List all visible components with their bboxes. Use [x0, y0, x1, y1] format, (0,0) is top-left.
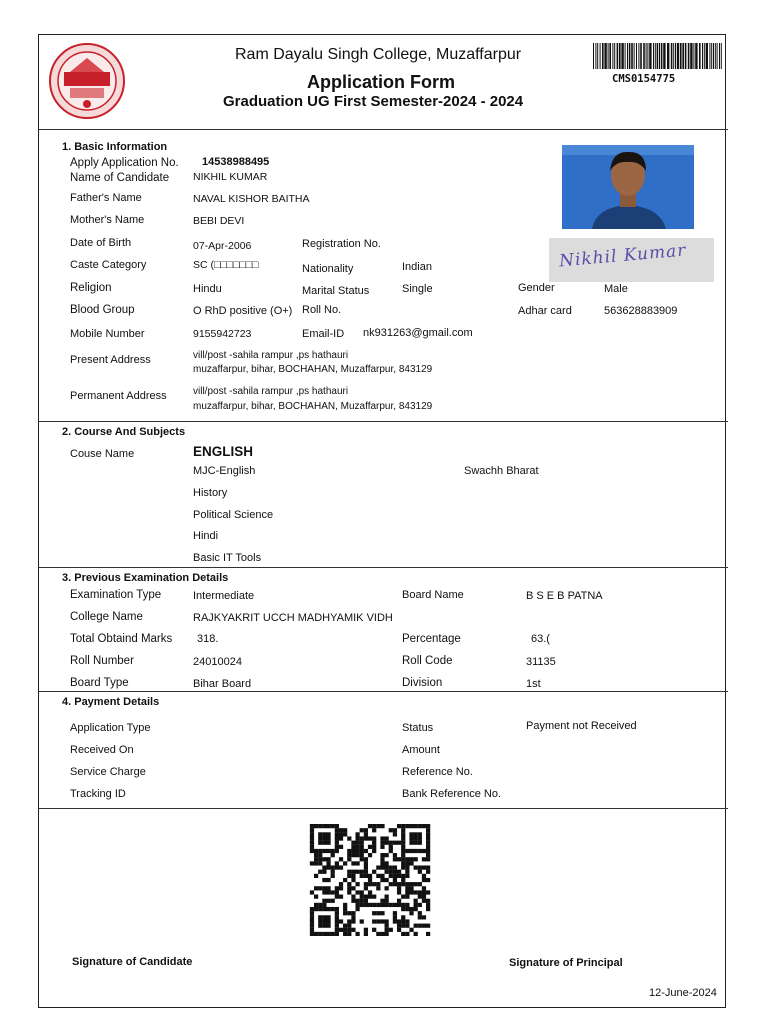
form-subtitle: Graduation UG First Semester-2024 - 2024 — [223, 93, 524, 110]
divider-course-previous — [38, 567, 728, 568]
section-payment-title: 4. Payment Details — [62, 696, 160, 708]
division-value: 1st — [526, 678, 541, 690]
exam-type-label: Examination Type — [70, 589, 162, 601]
mobile-label: Mobile Number — [70, 328, 145, 340]
signature-text: Nikhil Kumar — [558, 240, 688, 272]
apply-no-value: 14538988495 — [202, 156, 270, 168]
status-label: Status — [402, 722, 434, 734]
course-name-value: ENGLISH — [193, 444, 254, 459]
subject-item: Basic IT Tools — [193, 552, 262, 564]
mobile-value: 9155942723 — [193, 328, 252, 340]
name-value: NIKHIL KUMAR — [193, 171, 268, 183]
roll-code-label: Roll Code — [402, 655, 453, 667]
divider-payment-footer — [38, 808, 728, 809]
principal-signature-label: Signature of Principal — [509, 957, 623, 969]
candidate-signature-label: Signature of Candidate — [72, 956, 193, 968]
roll-code-value: 31135 — [526, 656, 556, 668]
adhar-label: Adhar card — [518, 305, 572, 317]
amount-label: Amount — [402, 744, 440, 756]
father-label: Father's Name — [70, 192, 142, 204]
form-title: Application Form — [307, 72, 455, 92]
division-label: Division — [402, 677, 443, 689]
college-logo — [48, 42, 126, 120]
print-date: 12-June-2024 — [649, 987, 717, 999]
registration-label: Registration No. — [302, 238, 381, 250]
section-previous-title: 3. Previous Examination Details — [62, 572, 229, 584]
header-divider — [38, 129, 728, 130]
blood-value: O RhD positive (O+) — [193, 305, 293, 317]
status-value: Payment not Received — [526, 720, 637, 732]
marital-value: Single — [402, 283, 433, 295]
name-label: Name of Candidate — [70, 172, 170, 184]
extra-subject: Swachh Bharat — [464, 465, 539, 477]
marital-label: Marital Status — [302, 285, 370, 297]
candidate-signature-image — [549, 238, 714, 282]
board-type-value: Bihar Board — [193, 678, 252, 690]
mother-value: BEBI DEVI — [193, 215, 245, 227]
caste-value: SC (□□□□□□□ — [193, 259, 259, 271]
course-name-label: Couse Name — [70, 448, 135, 460]
email-label: Email-ID — [302, 328, 345, 340]
subject-item: History — [193, 487, 228, 499]
service-charge-label: Service Charge — [70, 766, 146, 778]
blood-label: Blood Group — [70, 304, 135, 316]
received-on-label: Received On — [70, 744, 134, 756]
board-name-label: Board Name — [402, 589, 464, 601]
tracking-id-label: Tracking ID — [70, 788, 126, 800]
nationality-label: Nationality — [302, 263, 354, 275]
roll-number-label: Roll Number — [70, 655, 134, 667]
percentage-value: 63.( — [531, 633, 550, 645]
apply-no-label: Apply Application No. — [70, 157, 179, 169]
roll-no-label: Roll No. — [302, 304, 342, 316]
gender-value: Male — [604, 283, 628, 295]
exam-type-value: Intermediate — [193, 590, 255, 602]
candidate-photo — [562, 145, 694, 229]
reference-no-label: Reference No. — [402, 766, 473, 778]
permanent-address-label: Permanent Address — [70, 390, 167, 402]
caste-label: Caste Category — [70, 259, 147, 271]
religion-value: Hindu — [193, 283, 222, 295]
percentage-label: Percentage — [402, 633, 461, 645]
barcode-code: CMS0154775 — [612, 73, 676, 85]
college-name: Ram Dayalu Singh College, Muzaffarpur — [235, 46, 522, 63]
roll-number-value: 24010024 — [193, 656, 242, 668]
gender-label: Gender — [518, 282, 555, 294]
divider-basic-course — [38, 421, 728, 422]
subject-item: MJC-English — [193, 465, 256, 477]
dob-value: 07-Apr-2006 — [193, 240, 252, 252]
barcode-image — [592, 43, 724, 69]
present-address-line2: muzaffarpur, bihar, BOCHAHAN, Muzaffarpur, 843129 — [193, 364, 433, 375]
bank-reference-label: Bank Reference No. — [402, 788, 502, 800]
adhar-value: 563628883909 — [604, 305, 678, 317]
permanent-address-line1: vill/post -sahila rampur ,ps hathauri — [193, 386, 349, 397]
religion-label: Religion — [70, 282, 112, 294]
board-name-value: B S E B PATNA — [526, 590, 603, 602]
section-basic-title: 1. Basic Information — [62, 141, 168, 153]
mother-label: Mother's Name — [70, 214, 145, 226]
permanent-address-line2: muzaffarpur, bihar, BOCHAHAN, Muzaffarpur, 843129 — [193, 401, 433, 412]
qr-code-image — [309, 824, 431, 936]
board-type-label: Board Type — [70, 677, 129, 689]
subject-item: Hindi — [193, 530, 219, 542]
marks-value: 318. — [197, 633, 219, 645]
nationality-value: Indian — [402, 261, 432, 273]
college-name-label: College Name — [70, 611, 143, 623]
divider-previous-payment — [38, 691, 728, 692]
father-value: NAVAL KISHOR BAITHA — [193, 193, 310, 205]
subject-item: Political Science — [193, 509, 274, 521]
present-address-line1: vill/post -sahila rampur ,ps hathauri — [193, 350, 349, 361]
marks-label: Total Obtaind Marks — [70, 633, 173, 645]
dob-label: Date of Birth — [70, 237, 132, 249]
present-address-label: Present Address — [70, 354, 151, 366]
section-course-title: 2. Course And Subjects — [62, 426, 186, 438]
college-name-value: RAJKYAKRIT UCCH MADHYAMIK VIDH — [193, 612, 393, 624]
email-value: nk931263@gmail.com — [363, 327, 473, 339]
application-type-label: Application Type — [70, 722, 151, 734]
